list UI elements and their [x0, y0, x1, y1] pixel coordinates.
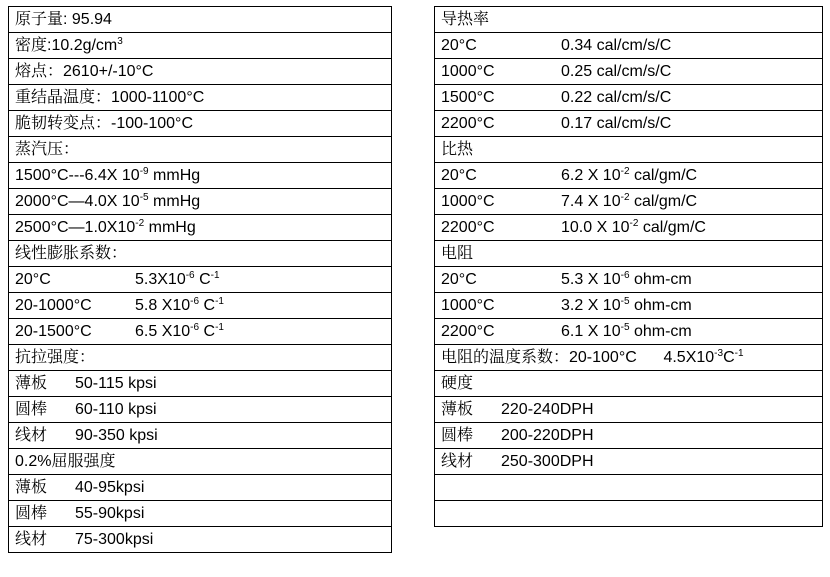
table-cell [435, 215, 823, 241]
row-label: 2200°C [441, 322, 495, 340]
table-row [9, 371, 392, 397]
table-row [435, 501, 823, 527]
row-value: 导热率 [441, 10, 490, 28]
row-value: 6.5 X10 [135, 322, 191, 340]
unit-text: mmHg [148, 166, 201, 184]
table-cell [9, 371, 392, 397]
table-row [9, 293, 392, 319]
row-value: 6.2 X 10 [561, 166, 621, 184]
exponent: -2 [620, 165, 630, 177]
table-cell [9, 163, 392, 189]
row-value: 6.1 X 10 [561, 322, 621, 340]
table-row [435, 137, 823, 163]
row-value: 5.3 X 10 [561, 270, 621, 288]
table-cell [435, 59, 823, 85]
table-cell [435, 267, 823, 293]
exponent: -2 [629, 217, 639, 229]
row-value: 40-95kpsi [75, 478, 145, 496]
table-cell [9, 397, 392, 423]
table-cell [435, 345, 823, 371]
table-row [435, 345, 823, 371]
table-cell [435, 85, 823, 111]
table-cell [435, 111, 823, 137]
row-value: 60-110 kpsi [75, 400, 157, 418]
table-row [9, 449, 392, 475]
exponent: -5 [139, 191, 149, 203]
table-row [9, 397, 392, 423]
row-value: 55-90kpsi [75, 504, 145, 522]
table-cell [435, 33, 823, 59]
table-row [435, 371, 823, 397]
row-value: 密度:10.2g/cm [15, 36, 118, 54]
table-row [9, 7, 392, 33]
unit-text: cal/gm/C [638, 218, 706, 236]
exponent: -6 [190, 295, 200, 307]
row-label: 线材 [15, 426, 48, 444]
row-label: 薄板 [15, 478, 48, 496]
table-cell [9, 7, 392, 33]
table-row [435, 241, 823, 267]
row-label: 1000°C [441, 296, 495, 314]
row-label: 线材 [441, 452, 474, 470]
table-cell [9, 189, 392, 215]
row-value: 200-220DPH [501, 426, 594, 444]
unit-exponent: -1 [734, 347, 744, 359]
table-cell [435, 371, 823, 397]
table-cell [9, 501, 392, 527]
table-cell [435, 475, 823, 501]
table-cell [435, 397, 823, 423]
row-label: 1500°C [441, 88, 495, 106]
row-value: 250-300DPH [501, 452, 594, 470]
row-label: 圆棒 [15, 504, 48, 522]
row-label: 20°C [441, 166, 477, 184]
table-row [9, 111, 392, 137]
row-value: 线性膨胀系数： [15, 244, 128, 262]
table-cell [435, 189, 823, 215]
unit-exponent: -1 [210, 269, 220, 281]
row-label: 圆棒 [441, 426, 474, 444]
row-value: 抗拉强度： [15, 348, 96, 366]
row-value: 电阻 [441, 244, 474, 262]
unit-text: mmHg [144, 218, 196, 236]
table-row [435, 7, 823, 33]
unit-exponent: -1 [215, 295, 224, 307]
exponent: -2 [135, 217, 145, 229]
table-row [435, 215, 823, 241]
row-value: 75-300kpsi [75, 530, 154, 548]
table-row [435, 319, 823, 345]
table-cell [9, 293, 392, 319]
table-row [435, 189, 823, 215]
row-label: 圆棒 [15, 400, 48, 418]
table-cell [9, 241, 392, 267]
row-value: 2500°C—1.0X10 [15, 218, 136, 236]
unit-text: ohm-cm [629, 296, 692, 314]
row-value: 5.8 X10 [135, 296, 191, 314]
row-label: 2200°C [441, 218, 495, 236]
table-cell [435, 137, 823, 163]
table-cell [9, 475, 392, 501]
row-value: 0.34 cal/cm/s/C [561, 36, 672, 54]
table-row [9, 319, 392, 345]
table-row [9, 267, 392, 293]
table-row [435, 33, 823, 59]
exponent: -2 [620, 191, 630, 203]
exponent: -6 [190, 321, 200, 333]
row-value: 原子量: 95.94 [15, 10, 112, 28]
row-label: 2200°C [441, 114, 495, 132]
exponent: -5 [620, 295, 630, 307]
unit-text: C [199, 322, 216, 340]
table-cell [435, 7, 823, 33]
row-value: 熔点：2610+/-10°C [15, 62, 154, 80]
row-value: 5.3X10 [135, 270, 186, 288]
table-row [435, 85, 823, 111]
table-row [9, 241, 392, 267]
table-cell [435, 163, 823, 189]
unit-text: C [194, 270, 211, 288]
table-cell [9, 215, 392, 241]
unit-text: cal/gm/C [629, 192, 698, 210]
table-cell [9, 111, 392, 137]
table-row [9, 59, 392, 85]
row-value: 7.4 X 10 [561, 192, 621, 210]
row-value: 0.22 cal/cm/s/C [561, 88, 672, 106]
row-value: 10.0 X 10 [561, 218, 630, 236]
table-cell [9, 59, 392, 85]
exponent: -3 [714, 347, 724, 359]
table-cell [435, 293, 823, 319]
table-row [435, 111, 823, 137]
table-row [9, 345, 392, 371]
table-cell [9, 85, 392, 111]
table-cell [435, 319, 823, 345]
row-value: 脆韧转变点：-100-100°C [15, 114, 194, 132]
table-cell [9, 423, 392, 449]
table-row [9, 215, 392, 241]
table-row [435, 475, 823, 501]
table-cell [435, 449, 823, 475]
table-row [9, 137, 392, 163]
row-value: 50-115 kpsi [75, 374, 157, 392]
table-row [435, 449, 823, 475]
unit-text: cal/gm/C [629, 166, 698, 184]
table-cell [9, 33, 392, 59]
row-value: 220-240DPH [501, 400, 594, 418]
row-label: 20-1500°C [15, 322, 92, 340]
row-label: 20°C [15, 270, 51, 288]
exponent: 3 [117, 35, 123, 47]
unit-text: ohm-cm [629, 322, 692, 340]
exponent: -6 [620, 269, 630, 281]
table-cell [435, 241, 823, 267]
row-value: 电阻的温度系数：20-100°C 4.5X10 [441, 348, 715, 366]
table-cell [435, 423, 823, 449]
row-value: 0.17 cal/cm/s/C [561, 114, 672, 132]
table-row [9, 527, 392, 553]
unit-exponent: -1 [215, 321, 224, 333]
table-row [435, 397, 823, 423]
row-value: 3.2 X 10 [561, 296, 621, 314]
row-label: 20-1000°C [15, 296, 92, 314]
row-value: 比热 [441, 140, 474, 158]
table-cell [9, 527, 392, 553]
table-cell [9, 449, 392, 475]
row-value: 重结晶温度：1000-1100°C [15, 88, 205, 106]
right-property-table [434, 6, 823, 527]
row-label: 1000°C [441, 192, 495, 210]
row-value: 0.2%屈服强度 [15, 452, 116, 470]
exponent: -5 [620, 321, 630, 333]
row-value: 硬度 [441, 374, 474, 392]
row-label: 1000°C [441, 62, 495, 80]
table-row [9, 423, 392, 449]
row-label: 线材 [15, 530, 48, 548]
unit-text: mmHg [148, 192, 201, 210]
row-value: 1500°C---6.4X 10 [15, 166, 140, 184]
table-row [9, 85, 392, 111]
table-row [435, 267, 823, 293]
table-row [435, 59, 823, 85]
row-label: 20°C [441, 270, 477, 288]
row-value: 90-350 kpsi [75, 426, 158, 444]
table-cell [9, 345, 392, 371]
table-cell [9, 319, 392, 345]
unit-text: C [723, 348, 735, 366]
left-property-table [8, 6, 392, 553]
table-row [435, 163, 823, 189]
table-cell [9, 137, 392, 163]
exponent: -6 [185, 269, 195, 281]
table-row [9, 163, 392, 189]
row-value: 0.25 cal/cm/s/C [561, 62, 672, 80]
row-value: 蒸汽压： [15, 140, 80, 158]
table-row [9, 475, 392, 501]
table-row [9, 33, 392, 59]
table-cell [435, 501, 823, 527]
unit-text: ohm-cm [629, 270, 692, 288]
row-label: 薄板 [441, 400, 474, 418]
row-label: 20°C [441, 36, 477, 54]
unit-text: C [199, 296, 216, 314]
table-row [9, 501, 392, 527]
table-row [435, 293, 823, 319]
table-row [435, 423, 823, 449]
exponent: -9 [139, 165, 149, 177]
table-cell [9, 267, 392, 293]
row-value: 2000°C—4.0X 10 [15, 192, 140, 210]
row-label: 薄板 [15, 374, 48, 392]
table-row [9, 189, 392, 215]
